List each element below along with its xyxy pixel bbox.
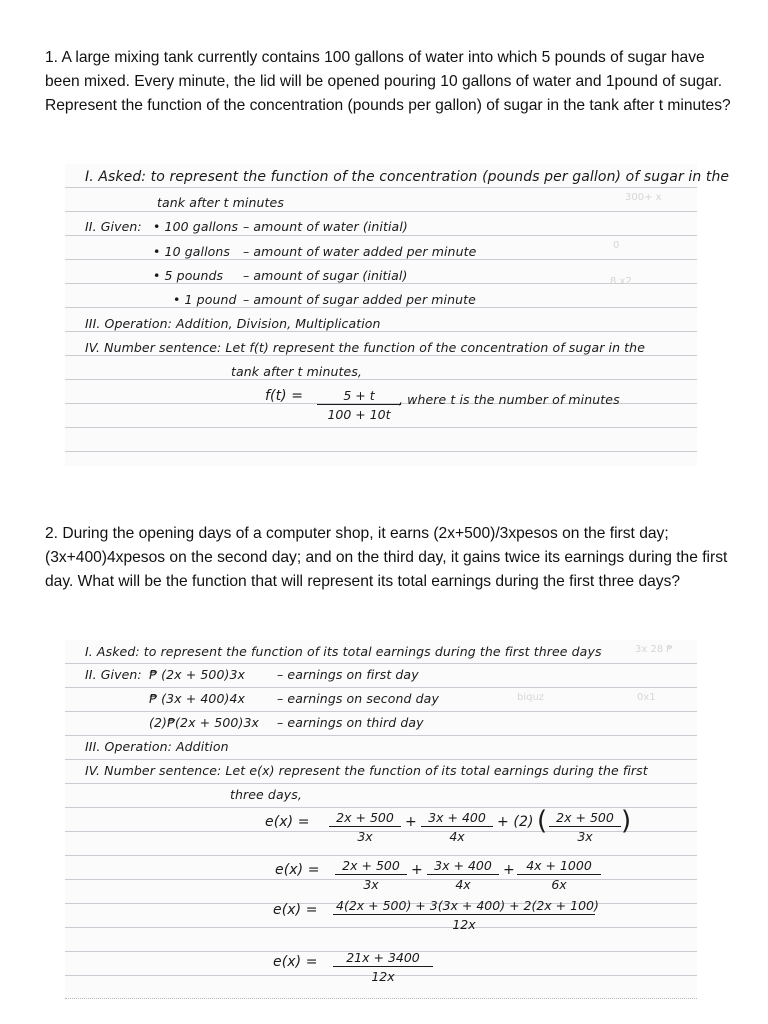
fraction-denominator: 4x: [455, 877, 471, 892]
given-desc: – amount of sugar (initial): [243, 268, 408, 283]
number-sentence-continued: tank after t minutes,: [231, 364, 363, 379]
given-label: II. Given:: [85, 219, 142, 234]
given-desc: – earnings on first day: [277, 667, 419, 682]
given-item: • 1 pound: [173, 292, 237, 307]
plus-sign: +: [405, 814, 417, 830]
handwritten-solution-2: 3x 28 ₱ biquz 0x1 I. Asked: to represent the function of its total earnings during the first three days II. Given: ₱ (2x + 500)3x – earnings on first day ₱ (3x + 400)4x – earnings on second day (2)₱(2x + 500)3x – earnings on third day III. Operation: Addition IV. Number sentence: Let e(x) represent the function of its total earnings during the first three days, e(x) = $\frac{2x + 500}{3x}$ + $\frac{3x + 400}{4x}$ + (2) ( $\frac{2x + 500}{3x}$ ) e(x) = $\frac{2x + 500}{3x}$ + $\frac{3x + 400}{4x}$ + $\frac{4x + 1000}{6x}$ e(x) = $\frac{4(2x + 500) + 3(3x + 400) + 2(2x + 100)}{12x}$ e(x) = $\frac{21x + 3400}{12x}$: [65, 640, 697, 999]
fraction-denominator: 12x: [452, 917, 476, 932]
left-paren: (: [537, 806, 548, 836]
asked-line-continued: tank after t minutes: [157, 195, 284, 210]
operation-line: III. Operation: Addition, Division, Multiplication: [85, 316, 381, 331]
given-item: • 10 gallons: [153, 244, 231, 259]
fraction-denominator: 3x: [577, 829, 593, 844]
equation-lhs: f(t) =: [265, 388, 304, 404]
right-paren: ): [621, 806, 632, 836]
fraction-numerator: 4x + 1000: [517, 858, 601, 875]
plus-sign: + (2): [497, 814, 534, 830]
given-item: ₱ (2x + 500)3x: [149, 667, 246, 682]
fraction: [329, 810, 401, 844]
handwritten-solution-1: 300+ x 0 8 x2 I. Asked: to represent the function of the concentration (pounds per gallon) of sugar in the tank after t minutes II. Given: • 100 gallons – amount of water (initial) • 10 gallons – amount of water added per minute • 5 pounds – amount of sugar (initial) • 1 pound – amount of sugar added per minute III. Operation: Addition, Division, Multiplication IV. Number sentence: Let f(t) represent the function of the concentration of sugar in the tank after t minutes, f(t) = $\frac{5 + t}{100 + 10t}$ , where t is the number of minutes: [65, 164, 697, 466]
given-desc: – amount of water added per minute: [243, 244, 477, 259]
given-desc: – amount of sugar added per minute: [243, 292, 476, 307]
fraction: [335, 858, 407, 892]
number-sentence-line: IV. Number sentence: Let e(x) represent the function of its total earnings during the first: [85, 763, 648, 778]
plus-sign: +: [503, 862, 515, 878]
equation-lhs: e(x) =: [265, 814, 310, 830]
fraction: [333, 950, 433, 984]
fraction-denominator: 100 + 10t: [327, 407, 391, 422]
asked-line: I. Asked: to represent the function of the concentration (pounds per gallon) of sugar in the: [85, 169, 730, 185]
equation-lhs: e(x) =: [273, 954, 318, 970]
fraction: [333, 898, 599, 932]
fraction-denominator: 3x: [357, 829, 373, 844]
fraction-denominator: 3x: [363, 877, 379, 892]
operation-line: III. Operation: Addition: [85, 739, 229, 754]
concentration-fraction: [317, 388, 401, 422]
fraction-numerator: 2x + 500: [335, 858, 407, 875]
equation-lhs: e(x) =: [273, 902, 318, 918]
fraction-numerator: 3x + 400: [421, 810, 493, 827]
variable-note: , where t is the number of minutes: [399, 392, 620, 407]
given-desc: – earnings on second day: [277, 691, 439, 706]
given-item: ₱ (3x + 400)4x: [149, 691, 246, 706]
fraction: [427, 858, 499, 892]
given-item: • 5 pounds: [153, 268, 224, 283]
fraction-numerator: 21x + 3400: [333, 950, 433, 967]
fraction-numerator: 2x + 500: [549, 810, 621, 827]
asked-line: I. Asked: to represent the function of its total earnings during the first three days: [85, 644, 602, 659]
fraction: [517, 858, 601, 892]
given-label: II. Given:: [85, 667, 142, 682]
number-sentence-line: IV. Number sentence: Let f(t) represent the function of the concentration of sugar in the: [85, 340, 645, 355]
fraction: [549, 810, 621, 844]
number-sentence-continued: three days,: [230, 787, 302, 802]
equation-lhs: e(x) =: [275, 862, 320, 878]
problem-2-text: 2. During the opening days of a computer shop, it earns (2x+500)/3xpesos on the first day;(3x+400)4xpesos on the second day; and on the third day, it gains twice its earnings during the first day. What will be the function that will represent its total earnings during the first three days?: [45, 525, 728, 590]
given-desc: – amount of water (initial): [243, 219, 408, 234]
fraction-denominator: 6x: [551, 877, 567, 892]
given-item: (2)₱(2x + 500)3x: [149, 715, 259, 730]
given-desc: – earnings on third day: [277, 715, 424, 730]
problem-1-text: 1. A large mixing tank currently contains 100 gallons of water into which 5 pounds of sugar have been mixed. Every minute, the lid will be opened pouring 10 gallons of water and 1pound of sugar. Represent the function of the concentration (pounds per gallon) of sugar in the tank after t minutes?: [45, 49, 731, 114]
fraction-denominator: 12x: [371, 969, 395, 984]
fraction-numerator: 2x + 500: [329, 810, 401, 827]
fraction-denominator: 4x: [449, 829, 465, 844]
fraction: [421, 810, 493, 844]
fraction-numerator: 4(2x + 500) + 3(3x + 400) + 2(2x + 100): [333, 898, 595, 915]
fraction-numerator: 5 + t: [317, 388, 401, 405]
given-item: • 100 gallons: [153, 219, 239, 234]
plus-sign: +: [411, 862, 423, 878]
fraction-numerator: 3x + 400: [427, 858, 499, 875]
